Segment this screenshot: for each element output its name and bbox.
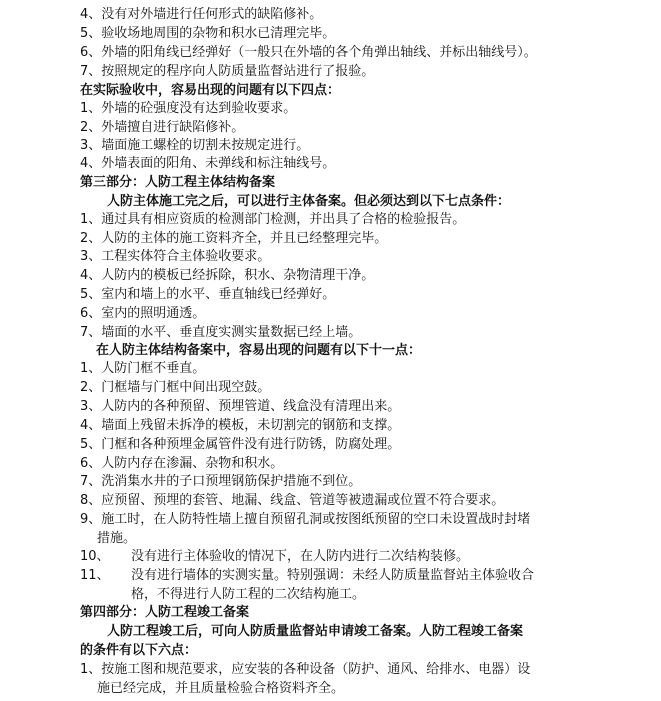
part4-intro-line1: 人防工程竣工后，可向人防质量监督站申请竣工备案。人防工程竣工备案: [107, 624, 524, 639]
part3-issue-10-text: 没有进行主体验收的情况下，在人防内进行二次结构装修。: [131, 549, 470, 564]
acceptance-issue-3: 3、墙面施工螺栓的切割未按规定进行。: [80, 138, 310, 153]
part4-intro-line2: 的条件有以下六点：: [80, 643, 198, 658]
part3-issue-3: 3、人防内的各种预留、预埋管道、线盒没有清理出来。: [80, 399, 401, 414]
top-item-5: 5、验收场地周围的杂物和积水已清理完毕。: [80, 26, 336, 41]
part3-issue-heading: 在人防主体结构备案中，容易出现的问题有以下十一点：: [96, 343, 422, 358]
part3-condition-4: 4、人防内的模板已经拆除，积水、杂物清理干净。: [80, 268, 375, 283]
part3-issue-6: 6、人防内存在渗漏、杂物和积水。: [80, 456, 284, 471]
part3-condition-3: 3、工程实体符合主体验收要求。: [80, 249, 271, 264]
part3-issue-11-line1: 没有进行墙体的实测实量。特别强调：未经人防质量监督站主体验收合: [131, 568, 535, 583]
part3-issue-10-number: 10、: [80, 549, 110, 564]
top-item-6: 6、外墙的阳角线已经弹好（一般只在外墙的各个角弹出轴线、并标出轴线号）。: [80, 45, 537, 60]
part3-intro: 人防主体施工完之后，可以进行主体备案。但必须达到以下七点条件：: [107, 194, 511, 209]
acceptance-issue-1: 1、外墙的砼强度没有达到验收要求。: [80, 101, 297, 116]
part3-issue-4: 4、墙面上残留未拆净的模板，未切割完的钢筋和支撑。: [80, 418, 401, 433]
part4-title: 第四部分：人防工程竣工备案: [80, 605, 250, 620]
part3-condition-2: 2、人防的主体的施工资料齐全，并且已经整理完毕。: [80, 231, 388, 246]
part3-condition-7: 7、墙面的水平、垂直度实测实量数据已经上墙。: [80, 325, 362, 340]
part3-title: 第三部分：人防工程主体结构备案: [80, 175, 276, 190]
part3-issue-1: 1、人防门框不垂直。: [80, 361, 206, 376]
part3-issue-11-number: 11、: [80, 568, 110, 583]
part3-issue-9-line2: 措施。: [97, 531, 137, 546]
part3-condition-6: 6、室内的照明通透。: [80, 306, 206, 321]
acceptance-heading: 在实际验收中，容易出现的问题有以下四点：: [80, 83, 341, 98]
part4-item-1-line2: 施已经完成，并且质量检验合格资料齐全。: [97, 681, 345, 696]
part3-issue-7: 7、洗消集水井的子口预埋钢筋保护措施不到位。: [80, 474, 362, 489]
part3-condition-1: 1、通过具有相应资质的检测部门检测，并出具了合格的检验报告。: [80, 212, 466, 227]
top-item-7: 7、按照规定的程序向人防质量监督站进行了报验。: [80, 64, 375, 79]
acceptance-issue-4: 4、外墙表面的阳角、未弹线和标注轴线号。: [80, 156, 336, 171]
part3-issue-8: 8、应预留、预埋的套管、地漏、线盒、管道等被遗漏或位置不符合要求。: [80, 493, 505, 508]
part3-issue-9-line1: 9、施工时，在人防特性墙上擅自预留孔洞或按图纸预留的空口未设置战时封堵: [80, 512, 531, 527]
part3-issue-5: 5、门框和各种预埋金属管件没有进行防锈，防腐处理。: [80, 437, 401, 452]
acceptance-issue-2: 2、外墙擅自进行缺陷修补。: [80, 120, 245, 135]
part3-issue-11-line2: 格，不得进行人防工程的二次结构施工。: [131, 587, 366, 602]
top-item-4: 4、没有对外墙进行任何形式的缺陷修补。: [80, 7, 323, 22]
part3-condition-5: 5、室内和墙上的水平、垂直轴线已经弹好。: [80, 287, 336, 302]
part3-issue-2: 2、门框墙与门框中间出现空鼓。: [80, 380, 271, 395]
part4-item-1-line1: 1、按施工图和规范要求，应安装的各种设备（防护、通风、给排水、电器）设: [80, 662, 531, 677]
